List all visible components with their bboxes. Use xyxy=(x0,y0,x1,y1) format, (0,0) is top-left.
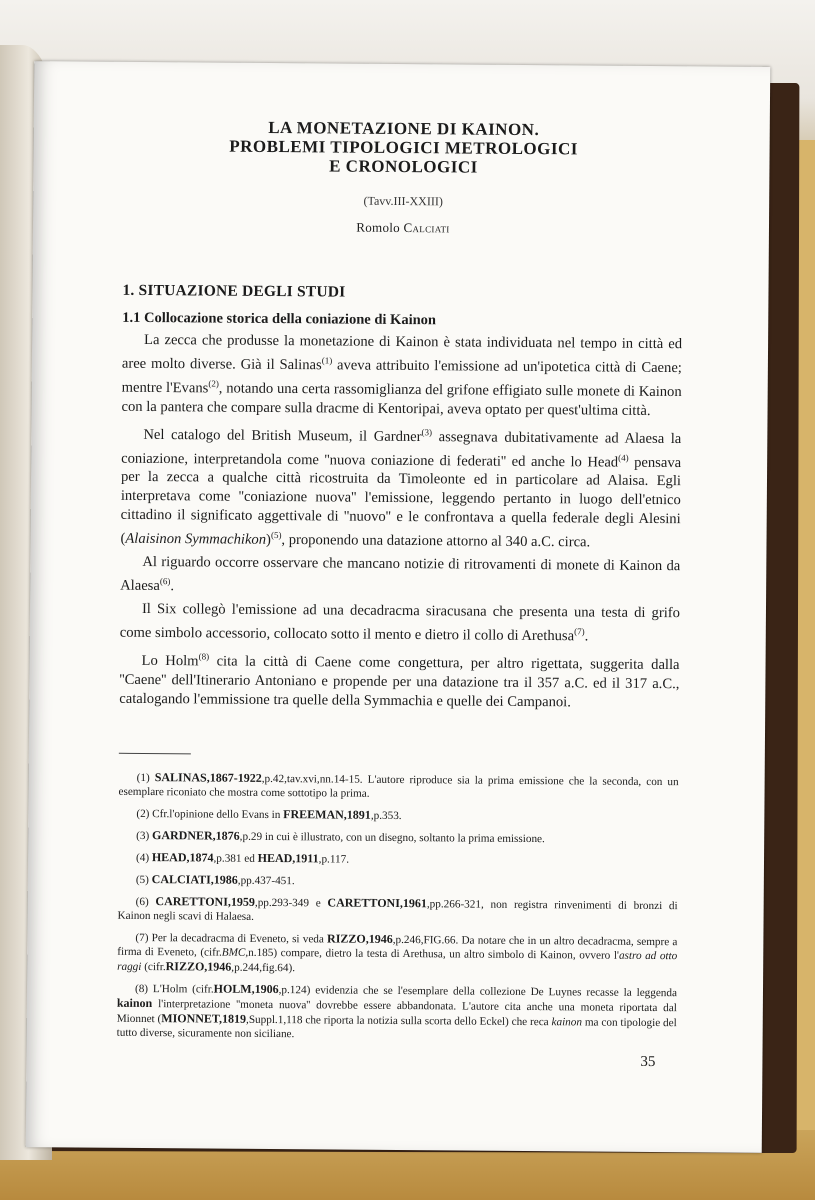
footnote-1 xyxy=(118,770,678,803)
footnotes xyxy=(117,770,679,1044)
text-run: ,p.42,tav.xvi,nn.14-15. L'autore riproduce sia la prima emissione che la seconda, con un esemplare riconiato che mostra come sottotipo la prima. xyxy=(118,772,679,800)
text-run: ,p.244,fig.64). xyxy=(231,961,296,975)
italic-text: astro ad otto raggi xyxy=(117,949,678,973)
title-line-2: PROBLEMI TIPOLOGICI METROLOGICI xyxy=(229,136,578,159)
footnote-number: (3) xyxy=(136,829,153,842)
text-run: ,Suppl.1,118 che riporta la notizia sulla scorta dello Eckel) che reca xyxy=(246,1013,552,1029)
text-run: cita la città di Caene come congettura, per altro rigettata, suggerita dalla ''Caene'' dell'Itinerario Antoniano e propende per una datazione tra il 357 a.C. ed il 317 a.C., catalogando l'emmissione tra quelle della Symmachia e quelle dei Campanoi. xyxy=(119,653,680,711)
plates-reference: (Tavv.III-XXIII) xyxy=(363,193,443,209)
citation: HOLM,1906 xyxy=(213,981,279,996)
text-run: , notando una certa rassomiglianza del grifone effigiato sulle monete di Kainon con la pantera che compare sulla dracme di Kentoripai, aveva optato per quest'ultima città. xyxy=(121,380,682,419)
citation: CARETTONI,1961 xyxy=(327,895,427,911)
citation: CARETTONI,1959 xyxy=(155,893,255,909)
title-line-1: LA MONETAZIONE DI KAINON. xyxy=(268,117,540,140)
footnote-7 xyxy=(117,930,677,978)
citation: HEAD,1911 xyxy=(257,850,319,866)
footnote-ref: (8) xyxy=(198,651,210,662)
text-run: ) xyxy=(265,532,271,549)
text-run: l'interpretazione ''moneta nuova'' dovrebbe essere abbandonata. L'autore cita anche una moneta riportata dal Mionnet ( xyxy=(116,997,677,1026)
citation: MIONNET,1819 xyxy=(161,1011,247,1026)
text-run: ,pp.293-349 e xyxy=(254,896,328,910)
paragraph-2 xyxy=(120,421,681,554)
footnote-number: (7) xyxy=(135,931,152,944)
footnote-number: (1) xyxy=(136,771,155,784)
footnote-ref: (3) xyxy=(421,426,433,437)
footnote-ref: (6) xyxy=(159,576,171,587)
footnote-number: (8) xyxy=(134,982,154,995)
page-content xyxy=(117,117,684,1051)
text-run: ,p.117. xyxy=(318,853,350,866)
text-run: Al riguardo occorre osservare che mancano notizie di ritrovamenti di monete di Kainon da Alaesa xyxy=(120,554,681,595)
italic-text: BMC xyxy=(221,946,246,959)
text-run: La zecca che produsse la monetazione di Kainon è stata individuata nel tempo in città ed aree molto diverse. Già il Salinas xyxy=(121,331,683,374)
footnote-8 xyxy=(117,981,677,1044)
text-run: aveva attribuito l'emissione ad un'ipotetica città di Caene; mentre l'Evans xyxy=(121,357,682,397)
page-number: 35 xyxy=(640,1053,656,1071)
citation: CALCIATI,1986 xyxy=(151,871,238,887)
text-run: . xyxy=(584,628,589,645)
text-run: . xyxy=(170,578,175,595)
citation: RIZZO,1946 xyxy=(165,959,232,974)
article-title xyxy=(123,117,683,178)
footnote-3 xyxy=(118,828,678,847)
text-run: Nel catalogo del British Museum, il Gardner xyxy=(143,426,422,445)
subsection-heading: 1.1 Collocazione storica della coniazione di Kainon xyxy=(122,309,437,329)
text-run: ma con tipologie del tutto diverse, sicuramente non siciliane. xyxy=(116,1016,677,1041)
footnote-ref: (2) xyxy=(208,378,219,389)
footnote-ref: (1) xyxy=(321,355,333,366)
paragraph-5 xyxy=(119,647,679,713)
citation: SALINAS,1867-1922 xyxy=(154,769,262,785)
text-run: L'Holm (cifr. xyxy=(152,982,214,996)
footnote-4 xyxy=(118,850,678,869)
citation: HEAD,1874 xyxy=(151,849,214,865)
italic-text: Alaisinon Symmachikon xyxy=(125,531,267,549)
text-run: ,pp.437-451. xyxy=(237,874,295,888)
footnote-5 xyxy=(118,872,678,891)
text-run: pensava per la zecca a qualche città ricostruita da Timoleonte ed in particolare ad Alaisa. Egli interpretava come ''coniazione nuova'' l'emissione, leggendo pertanto in luogo dell'etnico cittadino il significato aggettivale di ''nuovo'' e le confrontava a quella federale degli Alesini ( xyxy=(120,454,682,548)
author-name xyxy=(123,218,683,238)
title-line-3: E CRONOLOGICI xyxy=(329,156,478,177)
footnote-divider xyxy=(119,753,191,755)
text-run: , proponendo una datazione attorno al 340 a.C. circa. xyxy=(281,532,591,551)
footnote-ref: (7) xyxy=(574,626,585,637)
text-run: ,p.353. xyxy=(370,809,402,822)
text-run: Per la decadracma di Eveneto, si veda xyxy=(151,931,328,946)
footnote-number: (6) xyxy=(135,895,156,908)
text-run: ,n.185) compare, dietro la testa di Arethusa, un altro simbolo di Kainon, ovvero l' xyxy=(245,946,620,962)
text-run: (cifr. xyxy=(141,960,166,974)
book-page xyxy=(26,61,771,1153)
footnote-ref: (5) xyxy=(270,530,282,541)
text-run: ,p.124) evidenzia che se l'esemplare della collezione De Luynes recasse la leggenda xyxy=(278,983,678,1000)
text-run: assegnava dubitativamente ad Alaesa la coniazione, interpretandola come ''nuova coniazione di federati'' ed anche lo Head xyxy=(121,428,682,471)
text-run: ,p.29 in cui è illustrato, con un disegno, soltanto la prima emissione. xyxy=(239,830,545,846)
footnote-number: (5) xyxy=(135,873,152,886)
paragraph-3 xyxy=(120,553,680,600)
footnote-number: (4) xyxy=(135,851,152,864)
text-run: Lo Holm xyxy=(141,652,199,670)
citation: GARDNER,1876 xyxy=(151,827,240,843)
text-run: ,p.381 ed xyxy=(213,852,258,865)
author-last-name: Calciati xyxy=(403,220,450,236)
citation: RIZZO,1946 xyxy=(327,931,393,946)
paragraph-1 xyxy=(121,331,682,421)
text-run: ,pp.266-321, non registra rinvenimenti di bronzi di Kainon negli scavi di Halaesa. xyxy=(117,898,678,923)
citation: FREEMAN,1891 xyxy=(283,806,371,822)
section-heading: 1. SITUAZIONE DEGLI STUDI xyxy=(122,281,346,301)
author-first-name: Romolo xyxy=(356,219,401,236)
footnote-2 xyxy=(118,806,678,825)
footnote-6 xyxy=(118,894,678,927)
footnote-number: (2) xyxy=(136,807,153,820)
paragraph-4 xyxy=(120,600,680,647)
italic-text: kainon xyxy=(551,1016,583,1029)
footnote-ref: (4) xyxy=(618,452,629,463)
text-run: Il Six collegò l'emissione ad una decadracma siracusana che presenta una testa di grifo come simbolo accessorio, collocato sotto il mento e dietro il collo di Arethusa xyxy=(119,601,681,645)
bold-text: kainon xyxy=(116,995,153,1010)
text-run: Cfr.l'opinione dello Evans in xyxy=(152,807,284,821)
text-run: ,p.246,FIG.66. Da notare che in un altro decadracma, sempre a firma di Eveneto, (cifr. xyxy=(117,933,678,959)
body-text xyxy=(119,331,682,713)
